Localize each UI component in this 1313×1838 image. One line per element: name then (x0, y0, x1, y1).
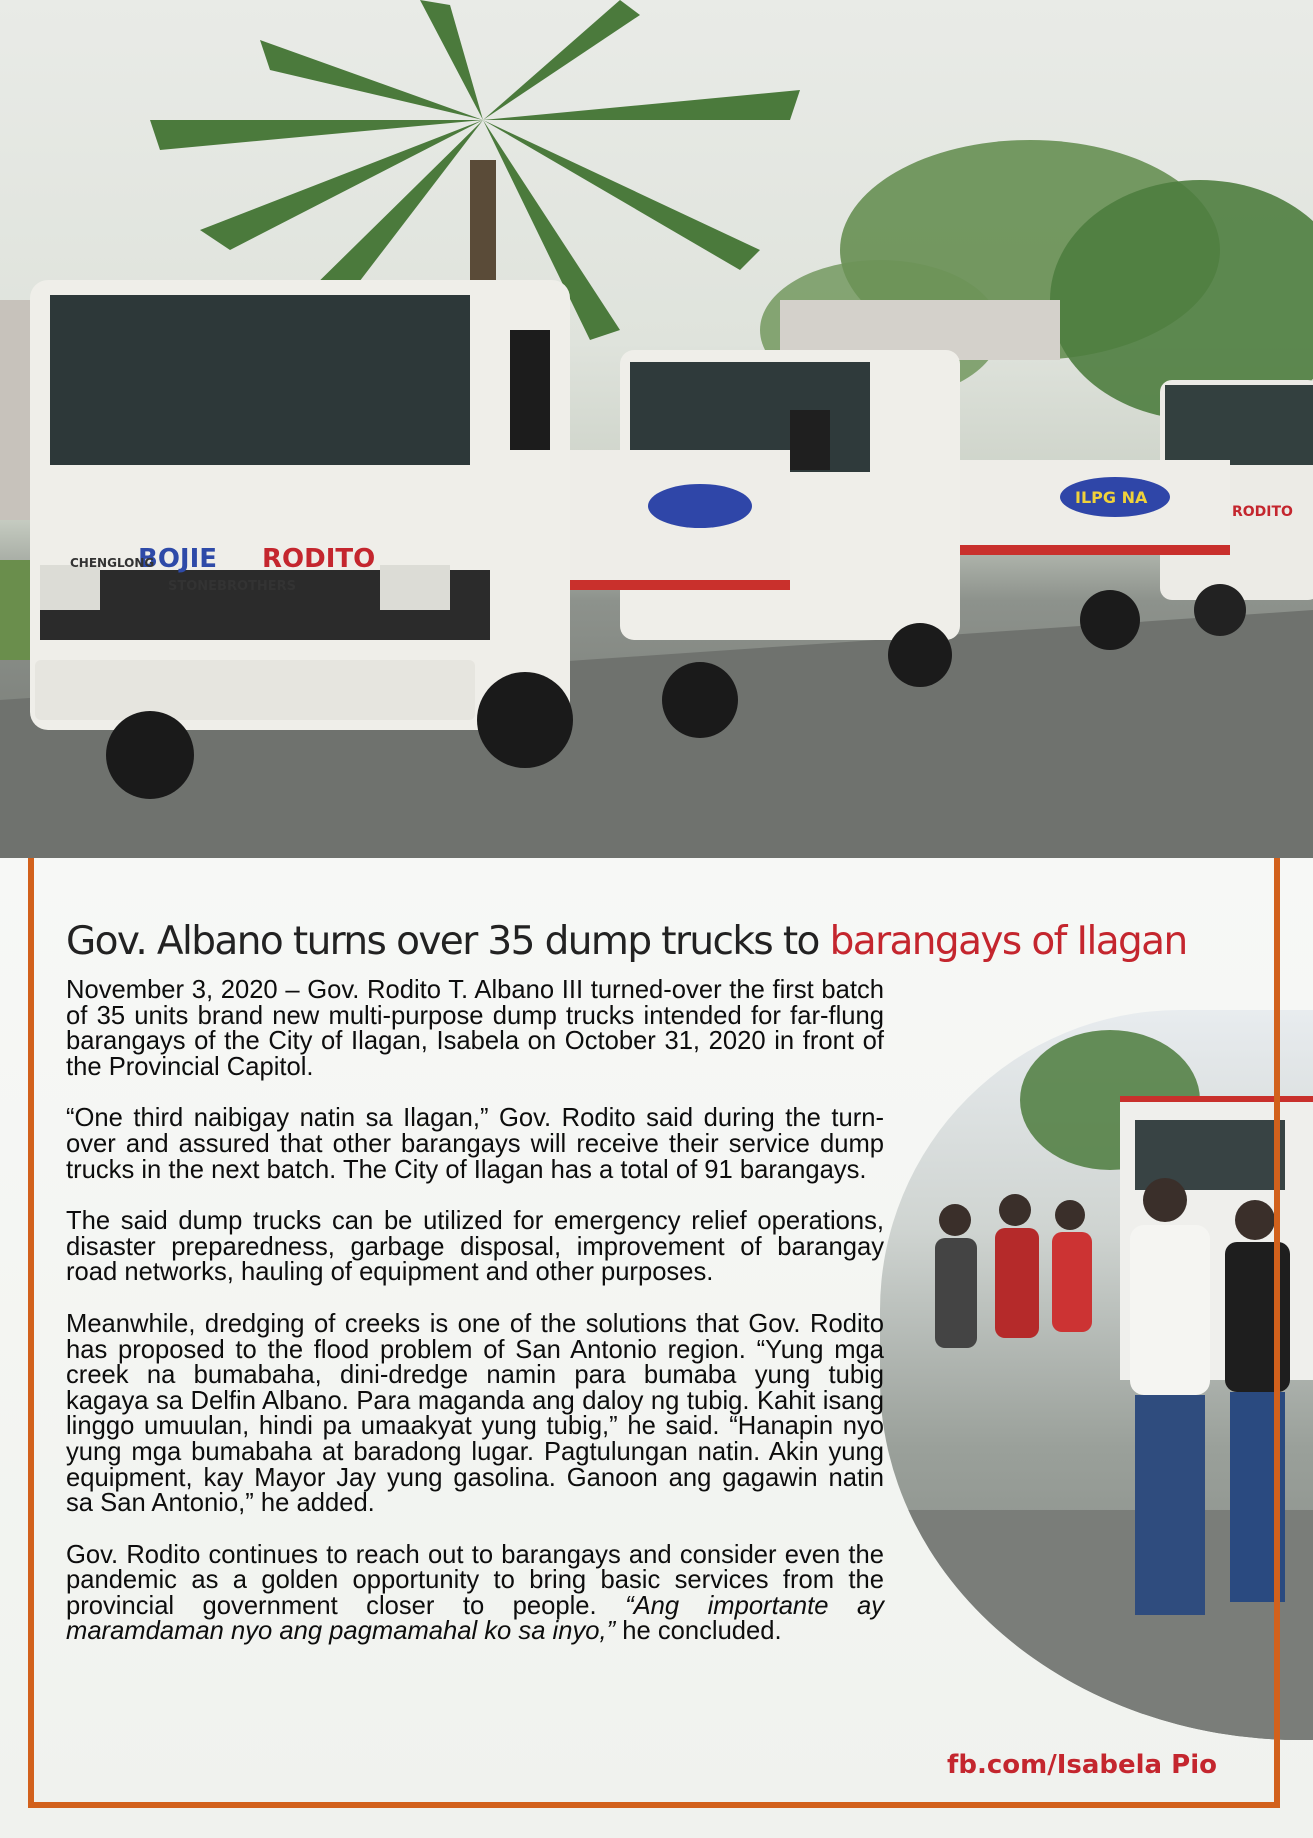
paragraph-1: November 3, 2020 – Gov. Rodito T. Albano III turned-over the first batch of 35 units brand new multi-purpose dump trucks intended for far-flung barangays of the City of Ilagan, Isabela on October 31, 2020 in front of the Provincial Capitol. (66, 976, 884, 1081)
truck-1-subtitle: STONEBROTHERS (168, 579, 297, 594)
truck-3-brand: RODITO (1232, 504, 1293, 520)
truck-1-brand-right: RODITO (262, 544, 376, 574)
truck-1-maker: CHENGLONG (70, 556, 155, 570)
trucks-illustration (0, 0, 1313, 858)
paragraph-5 (66, 1540, 884, 1646)
hero-photo (0, 0, 1313, 858)
headline-main: Gov. Albano turns over 35 dump trucks to (66, 919, 830, 965)
headline (66, 919, 1266, 964)
paragraph-5-quote: “Ang importante ay maramdaman nyo ang pagmamahal ko sa inyo,” (66, 1591, 884, 1646)
paragraph-3: The said dump trucks can be utilized for emergency relief operations, disaster preparedness, garbage disposal, improvement of barangay road networks, hauling of equipment and other purposes. (66, 1207, 884, 1287)
paragraph-2: “One third naibigay natin sa Ilagan,” Gov. Rodito said during the turn-over and assured that other barangays will receive their service dump trucks in the next batch. The City of Ilagan has a total of 91 barangays. (66, 1104, 884, 1184)
paragraph-5-start: Gov. Rodito continues to reach out to barangays and consider even the pandemic as a golden opportunity to bring basic services from the provincial government closer to people. (66, 1540, 884, 1620)
truck-2-side-logo: ILPG NA (1075, 488, 1148, 507)
facebook-link[interactable]: fb.com/Isabela Pio (947, 1750, 1217, 1780)
headline-accent: barangays of Ilagan (829, 919, 1187, 965)
truck-1-brand-left: BOJIE (138, 544, 218, 574)
paragraph-5-end: he concluded. (615, 1617, 782, 1646)
article-body (66, 978, 884, 1645)
paragraph-4: Meanwhile, dredging of creeks is one of the solutions that Gov. Rodito has proposed to the flood problem of San Antonio region. “Yung mga creek na bumabaha, dini-dredge namin para bumaba yung tubig kagaya sa Delfin Albano. Para maganda ang daloy ng tubig. Kahit isang linggo umuulan, hindi pa umaakyat yung tubig,” he said. “Hanapin nyo yung mga bumabaha at baradong lugar. Pagtulungan natin. Akin yung equipment, kay Mayor Jay yung gasolina. Ganoon ang gagawin natin sa San Antonio,” he added. (66, 1309, 884, 1518)
